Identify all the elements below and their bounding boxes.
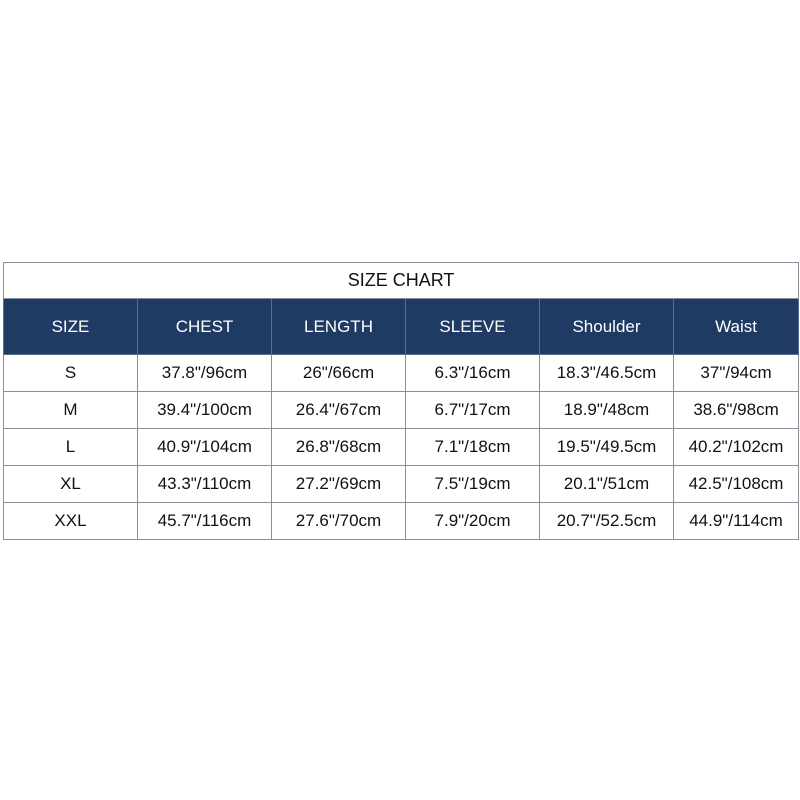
cell-waist: 44.9"/114cm	[674, 503, 799, 540]
column-header-shoulder: Shoulder	[540, 299, 674, 355]
cell-chest: 43.3"/110cm	[138, 466, 272, 503]
cell-waist: 37"/94cm	[674, 355, 799, 392]
cell-shoulder: 18.3"/46.5cm	[540, 355, 674, 392]
column-header-length: LENGTH	[272, 299, 406, 355]
column-header-size: SIZE	[4, 299, 138, 355]
cell-sleeve: 7.9"/20cm	[406, 503, 540, 540]
cell-size: L	[4, 429, 138, 466]
table-row	[4, 503, 799, 540]
cell-size: XXL	[4, 503, 138, 540]
chart-title: SIZE CHART	[4, 263, 799, 299]
table-row	[4, 392, 799, 429]
cell-length: 27.6"/70cm	[272, 503, 406, 540]
size-chart-table	[3, 262, 799, 540]
cell-length: 26.8"/68cm	[272, 429, 406, 466]
cell-waist: 40.2"/102cm	[674, 429, 799, 466]
cell-chest: 45.7"/116cm	[138, 503, 272, 540]
cell-shoulder: 20.1"/51cm	[540, 466, 674, 503]
cell-sleeve: 7.5"/19cm	[406, 466, 540, 503]
cell-sleeve: 6.3"/16cm	[406, 355, 540, 392]
cell-chest: 40.9"/104cm	[138, 429, 272, 466]
table-row	[4, 466, 799, 503]
cell-size: S	[4, 355, 138, 392]
cell-size: M	[4, 392, 138, 429]
cell-waist: 42.5"/108cm	[674, 466, 799, 503]
cell-length: 26"/66cm	[272, 355, 406, 392]
cell-chest: 37.8"/96cm	[138, 355, 272, 392]
cell-sleeve: 7.1"/18cm	[406, 429, 540, 466]
column-header-sleeve: SLEEVE	[406, 299, 540, 355]
column-header-waist: Waist	[674, 299, 799, 355]
table-row	[4, 429, 799, 466]
cell-sleeve: 6.7"/17cm	[406, 392, 540, 429]
cell-length: 26.4"/67cm	[272, 392, 406, 429]
title-row	[4, 263, 799, 299]
cell-waist: 38.6"/98cm	[674, 392, 799, 429]
cell-size: XL	[4, 466, 138, 503]
table-row	[4, 355, 799, 392]
cell-chest: 39.4"/100cm	[138, 392, 272, 429]
header-row	[4, 299, 799, 355]
cell-length: 27.2"/69cm	[272, 466, 406, 503]
cell-shoulder: 20.7"/52.5cm	[540, 503, 674, 540]
cell-shoulder: 18.9"/48cm	[540, 392, 674, 429]
cell-shoulder: 19.5"/49.5cm	[540, 429, 674, 466]
column-header-chest: CHEST	[138, 299, 272, 355]
